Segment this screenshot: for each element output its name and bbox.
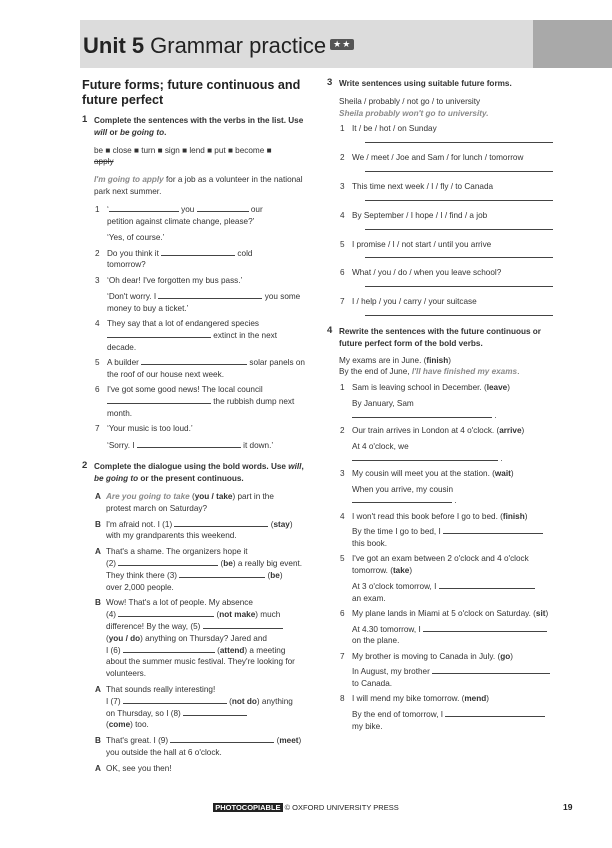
dialogue-line: A That sounds really interesting! I (7) (not do) anything on Thursday, so I (8) (come) too. bbox=[95, 685, 293, 730]
answer-blank[interactable] bbox=[183, 708, 247, 716]
list-item: 1 Sam is leaving school in December. (leave) By January, Sam . bbox=[340, 383, 510, 420]
answer-blank[interactable] bbox=[432, 666, 550, 674]
list-item: 3 This time next week / I / fly / to Canada bbox=[339, 181, 553, 201]
answer-line[interactable] bbox=[365, 224, 553, 230]
list-item: 4 I won't read this book before I go to bed. (finish) By the time I go to bed, I this book. bbox=[339, 511, 553, 550]
list-item: 6 What / you / do / when you leave school? bbox=[339, 267, 553, 287]
list-item: 2 We / meet / Joe and Sam / for lunch / tomorrow bbox=[339, 152, 553, 172]
answer-blank[interactable] bbox=[118, 609, 214, 617]
dialogue-line: B I'm afraid not. I (1) (stay) with my grandparents this weekend. bbox=[95, 519, 293, 541]
list-item: 7 My brother is moving to Canada in July. (go) In August, my brother to Canada. bbox=[339, 651, 553, 690]
list-item: 3 ‘Oh dear! I've forgotten my bus pass.’ ‘Don't worry. I you some money to buy a ticket.’ bbox=[95, 275, 301, 314]
answer-blank[interactable] bbox=[352, 410, 492, 418]
left-column bbox=[82, 78, 308, 781]
list-item: 1 ‘ you our petition against climate change, please?’ ‘Yes, of course.’ bbox=[95, 204, 263, 243]
answer-blank[interactable] bbox=[107, 396, 211, 404]
dialogue-line: A OK, see you then! bbox=[95, 763, 172, 773]
exercise-instructions: Write sentences using suitable future forms. bbox=[339, 79, 512, 88]
page-title bbox=[83, 34, 354, 58]
page-number: 19 bbox=[563, 802, 573, 812]
exercise-number: 4 bbox=[327, 324, 333, 336]
exercise-number: 1 bbox=[82, 114, 88, 125]
list-item: 2 Do you think it cold tomorrow? bbox=[95, 248, 253, 270]
list-item: 8 I will mend my bike tomorrow. (mend) By the end of tomorrow, I my bike. bbox=[339, 693, 553, 732]
exercise-instructions: Complete the sentences with the verbs in the list. Use will or be going to. bbox=[94, 116, 304, 137]
answer-line[interactable] bbox=[365, 166, 553, 172]
example-answer: By the end of June, I'll have finished my exams. bbox=[339, 367, 520, 377]
exercise-2 bbox=[82, 461, 308, 774]
answer-blank[interactable] bbox=[161, 248, 235, 256]
list-item: 5 I promise / I / not start / until you arrive bbox=[339, 239, 553, 259]
exercise-instructions: Rewrite the sentences with the future continuous or future perfect form of the bold verbs. bbox=[339, 326, 541, 348]
list-item: 4 They say that a lot of endangered species extinct in the next decade. bbox=[95, 319, 277, 352]
answer-blank[interactable] bbox=[423, 624, 547, 632]
answer-blank[interactable] bbox=[203, 621, 283, 629]
list-item: 5 I've got an exam between 2 o'clock and 4 o'clock tomorrow. (take) At 3 o'clock tomorrow, I an exam. bbox=[339, 553, 553, 604]
example-prompt: My exams are in June. (finish) bbox=[339, 355, 451, 365]
difficulty-stars: ★★ bbox=[330, 39, 354, 50]
answer-blank[interactable] bbox=[443, 526, 543, 534]
header-tab bbox=[533, 20, 612, 68]
list-item: 7 I / help / you / carry / your suitcase bbox=[339, 296, 553, 316]
answer-blank[interactable] bbox=[170, 735, 274, 743]
exercise-number: 3 bbox=[327, 77, 333, 88]
answer-blank[interactable] bbox=[141, 357, 247, 365]
answer-blank[interactable] bbox=[118, 558, 218, 566]
dialogue-line: A That's a shame. The organizers hope it (2) (be) a really big event. They think there (3) (be) over 2,000 people. bbox=[95, 547, 303, 592]
list-item: 2 Our train arrives in London at 4 o'clock. (arrive) At 4 o'clock, we . bbox=[340, 425, 525, 463]
exercise-instructions: Complete the dialogue using the bold words. Use will, be going to or the present continuous. bbox=[94, 462, 304, 484]
answer-blank[interactable] bbox=[123, 645, 215, 653]
answer-blank[interactable] bbox=[123, 696, 227, 704]
answer-blank[interactable] bbox=[352, 453, 498, 461]
answer-blank[interactable] bbox=[174, 519, 268, 527]
photocopiable-badge: PHOTOCOPIABLE bbox=[215, 803, 281, 812]
unit-label: Unit 5 bbox=[83, 33, 145, 58]
answer-line[interactable] bbox=[365, 252, 553, 258]
exercise-3 bbox=[327, 78, 553, 316]
answer-blank[interactable] bbox=[158, 291, 262, 299]
publisher: © OXFORD UNIVERSITY PRESS bbox=[284, 803, 399, 812]
list-item: 4 By September / I hope / I / find / a job bbox=[339, 210, 553, 230]
answer-blank[interactable] bbox=[352, 495, 452, 503]
unit-title: Grammar practice bbox=[150, 33, 327, 58]
answer-blank[interactable] bbox=[137, 440, 241, 448]
example-sentence: I'm going to apply for a job as a volunteer in the national park next summer. bbox=[94, 175, 303, 196]
list-item: 3 My cousin will meet you at the station. (wait) When you arrive, my cousin . bbox=[340, 468, 514, 506]
answer-line[interactable] bbox=[365, 310, 553, 316]
footer bbox=[0, 803, 612, 812]
dialogue-line: B That's great. I (9) (meet) you outside the hall at 6 o'clock. bbox=[95, 736, 302, 757]
dialogue-line: A Are you going to take (you / take) part in the protest march on Saturday? bbox=[95, 492, 274, 513]
example-prompt: Sheila / probably / not go / to university bbox=[339, 96, 481, 106]
word-list: be ■ close ■ turn ■ sign ■ lend ■ put ■ become ■ apply bbox=[94, 145, 272, 167]
answer-blank[interactable] bbox=[179, 570, 265, 578]
dialogue-line: B Wow! That's a lot of people. My absence (4) (not make) much difference! By the way, (5) (you / do) anything on Thursday? Jared and I (6) (attend) a meeting about the summer music festival. They're looking for volunteers. bbox=[95, 598, 295, 679]
answer-blank[interactable] bbox=[109, 204, 179, 212]
struck-word: apply bbox=[94, 157, 114, 167]
list-item: 1 It / be / hot / on Sunday bbox=[339, 123, 553, 143]
exercise-number: 2 bbox=[82, 460, 88, 472]
right-column bbox=[327, 78, 553, 739]
example-answer: Sheila probably won't go to university. bbox=[339, 108, 489, 118]
answer-blank[interactable] bbox=[197, 204, 249, 212]
list-item: 6 I've got some good news! The local council the rubbish dump next month. bbox=[95, 385, 295, 418]
answer-blank[interactable] bbox=[439, 581, 535, 589]
list-item: 5 A builder solar panels on the roof of our house next week. bbox=[95, 358, 305, 379]
answer-line[interactable] bbox=[365, 281, 553, 287]
list-item: 6 My plane lands in Miami at 5 o'clock on Saturday. (sit) At 4.30 tomorrow, I on the plane. bbox=[340, 608, 549, 646]
answer-blank[interactable] bbox=[445, 709, 545, 717]
answer-line[interactable] bbox=[365, 137, 553, 143]
answer-line[interactable] bbox=[365, 195, 553, 201]
list-item: 7 ‘Your music is too loud.’ ‘Sorry. I it down.’ bbox=[95, 423, 274, 450]
answer-blank[interactable] bbox=[107, 330, 211, 338]
section-title: Future forms; future continuous and future perfect bbox=[82, 78, 301, 107]
exercise-1 bbox=[82, 115, 308, 451]
exercise-4 bbox=[327, 326, 553, 733]
